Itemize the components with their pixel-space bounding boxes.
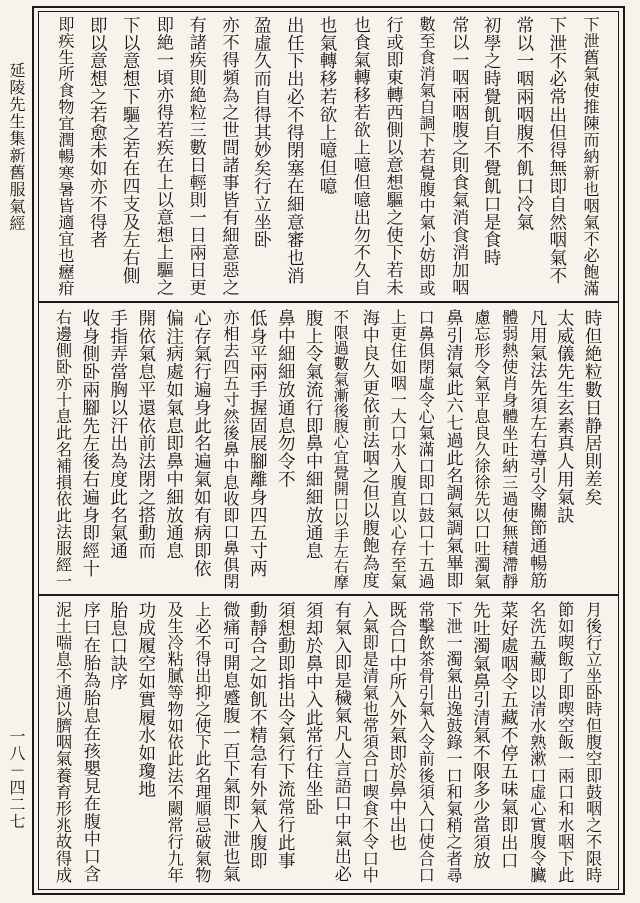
text-column: 上必不得出抑之使下此名理順忌破氣物 [192,601,212,884]
text-column: 收身側卧兩腳先左後右遍身即經十 [79,309,100,578]
text-column: 菜好處咽令五藏不停五味氣即出口 [498,601,519,870]
text-column: 鼻中細細放通息勿令不 [275,309,296,488]
text-column: 盈虛久而自得其妙矣行立坐卧 [251,16,272,249]
text-column: 行或即東轉西側以意想驅之使下若未 [382,16,403,296]
text-column: 即絶一頃亦得若疾在上以意想上驅之 [152,16,173,296]
text-column: 腹上令氣流行即鼻中細細放通息 [303,309,324,560]
register-divider-1 [39,301,618,303]
text-column: 體弱熱使肖身體坐吐納三過使無積滯靜 [499,309,519,590]
text-column: 動靜合之如飢不精急有外氣入腹即 [247,601,268,870]
text-column: 上更住如咽一大口水入腹直以心存至氣 [387,309,407,590]
text-column: 慮忘形令氣平息良久徐徐先以口吐濁氣 [471,309,491,590]
text-column: 功成履空如實履水如瓊地 [135,601,156,798]
text-column: 偏注病處如氣息即鼻中細放通息 [163,309,184,560]
text-column: 時但絶粒數日静居則差矣 [582,309,603,506]
text-column: 不限過數氣漸後腹心宜覺開口以手左右摩 [331,309,350,590]
text-column: 也食氣轉移若欲上噫但噫出勿不久自 [349,16,370,296]
text-column: 泥土喘息不通以臍咽氣養育形兆故得成 [53,601,72,884]
text-column: 手指弄當胸以汗出為度此名氣通 [107,309,128,560]
text-column: 月後行立坐卧時但腹空即鼓咽之不限時 [583,601,603,884]
text-column: 先吐濁氣鼻引清氣不限多少當須放 [470,601,491,870]
text-column: 出任下出必不得閉塞在細意審也消 [284,16,305,285]
text-column: 右邊側卧亦十息此名補損依此法服經一 [53,309,72,590]
text-column: 胎息口訣序 [107,601,128,691]
text-column: 數至食消氣自調下若覺腹中氣小妨即或 [416,16,436,297]
text-column: 須想動即指出令氣行下流常行此事 [275,601,296,870]
text-column: 即疾生所食物宜潤暢寒暑皆適宜也癧疳 [55,16,75,297]
text-column: 凡用氣法先須左右導引令關節通暢筋 [526,309,547,589]
text-column: 常擊飲茶骨引氣入令前後須入口使合口 [415,601,435,884]
text-column: 亦相去四五寸然後鼻中息收即口鼻俱閉 [220,309,240,590]
text-column: 有諸疾則絶粒三數日輕則一日兩日更 [185,16,206,296]
text-column: 下泄不必常出但得無即自然咽氣不 [546,16,567,285]
text-column: 節如喫飯了即喫空飯一兩口和水咽下此 [555,601,575,884]
text-column: 序曰在胎為胎息在孩嬰見在腹中口含 [79,601,100,883]
text-column: 海中良久更依前法咽之但以腹飽為度 [358,309,379,589]
text-column: 入氣即是清氣也常須合口喫食不令口中 [359,601,379,884]
margin-book-title: 延陵先生集新舊服氣經 [7,62,26,232]
text-column: 微痛可開息蹙腹一百下氣即下泄也氣 [219,601,240,883]
text-column: 常以一咽兩咽腹之則食氣消食消加咽 [448,16,469,296]
text-column: 口鼻俱閉虛令心氣滿口即口鼓口十五過 [415,309,435,590]
text-column: 既合口中所入外氣即於鼻中出也 [386,601,407,852]
text-column: 也氣轉移若欲上噫但噫 [317,16,337,195]
text-column: 亦不得頻為之世間諸事皆有細意惡之 [218,16,239,296]
text-column: 低身平兩手握固展腳離身四五寸两 [247,309,268,578]
text-column: 下以意想下驅之若在四支及左右側 [120,16,141,285]
text-column: 有氣入即是穢氣凡人言語口中氣出必 [330,601,351,883]
margin-folio-number: 一八－四二七 [7,728,26,830]
text-column: 名洗五藏即以清水熟漱口虛心實腹令臟 [527,601,547,884]
text-column: 開依氣息平還依前法閉之搭動而 [135,309,156,560]
text-column: 太威儀先生玄素真人用氣訣 [554,309,575,524]
text-column: 初學之時覺飢自不覺飢口是食時 [481,16,502,267]
text-column: 及生冷粘膩等物如依此法不闕常行九年 [164,601,184,884]
text-column: 鼻引清氣此六七過此名調氣調氣畢即 [442,309,463,589]
text-column: 即以意想之若愈未如亦不得者 [87,16,108,249]
text-column: 心存氣行遍身此名遍氣如有病即依 [191,309,212,578]
text-column: 常以一咽兩咽腹不飢口冷氣 [513,16,534,231]
register-divider-2 [39,594,618,596]
text-column: 須却於鼻中入此常行住坐卧 [303,601,324,816]
text-column: 下泄一濁氣出逸鼓錄一口和氣稍之者尋 [443,601,463,884]
text-column: 下泄舊氣使推陳而納新也咽氣不必飽滿 [580,16,600,297]
